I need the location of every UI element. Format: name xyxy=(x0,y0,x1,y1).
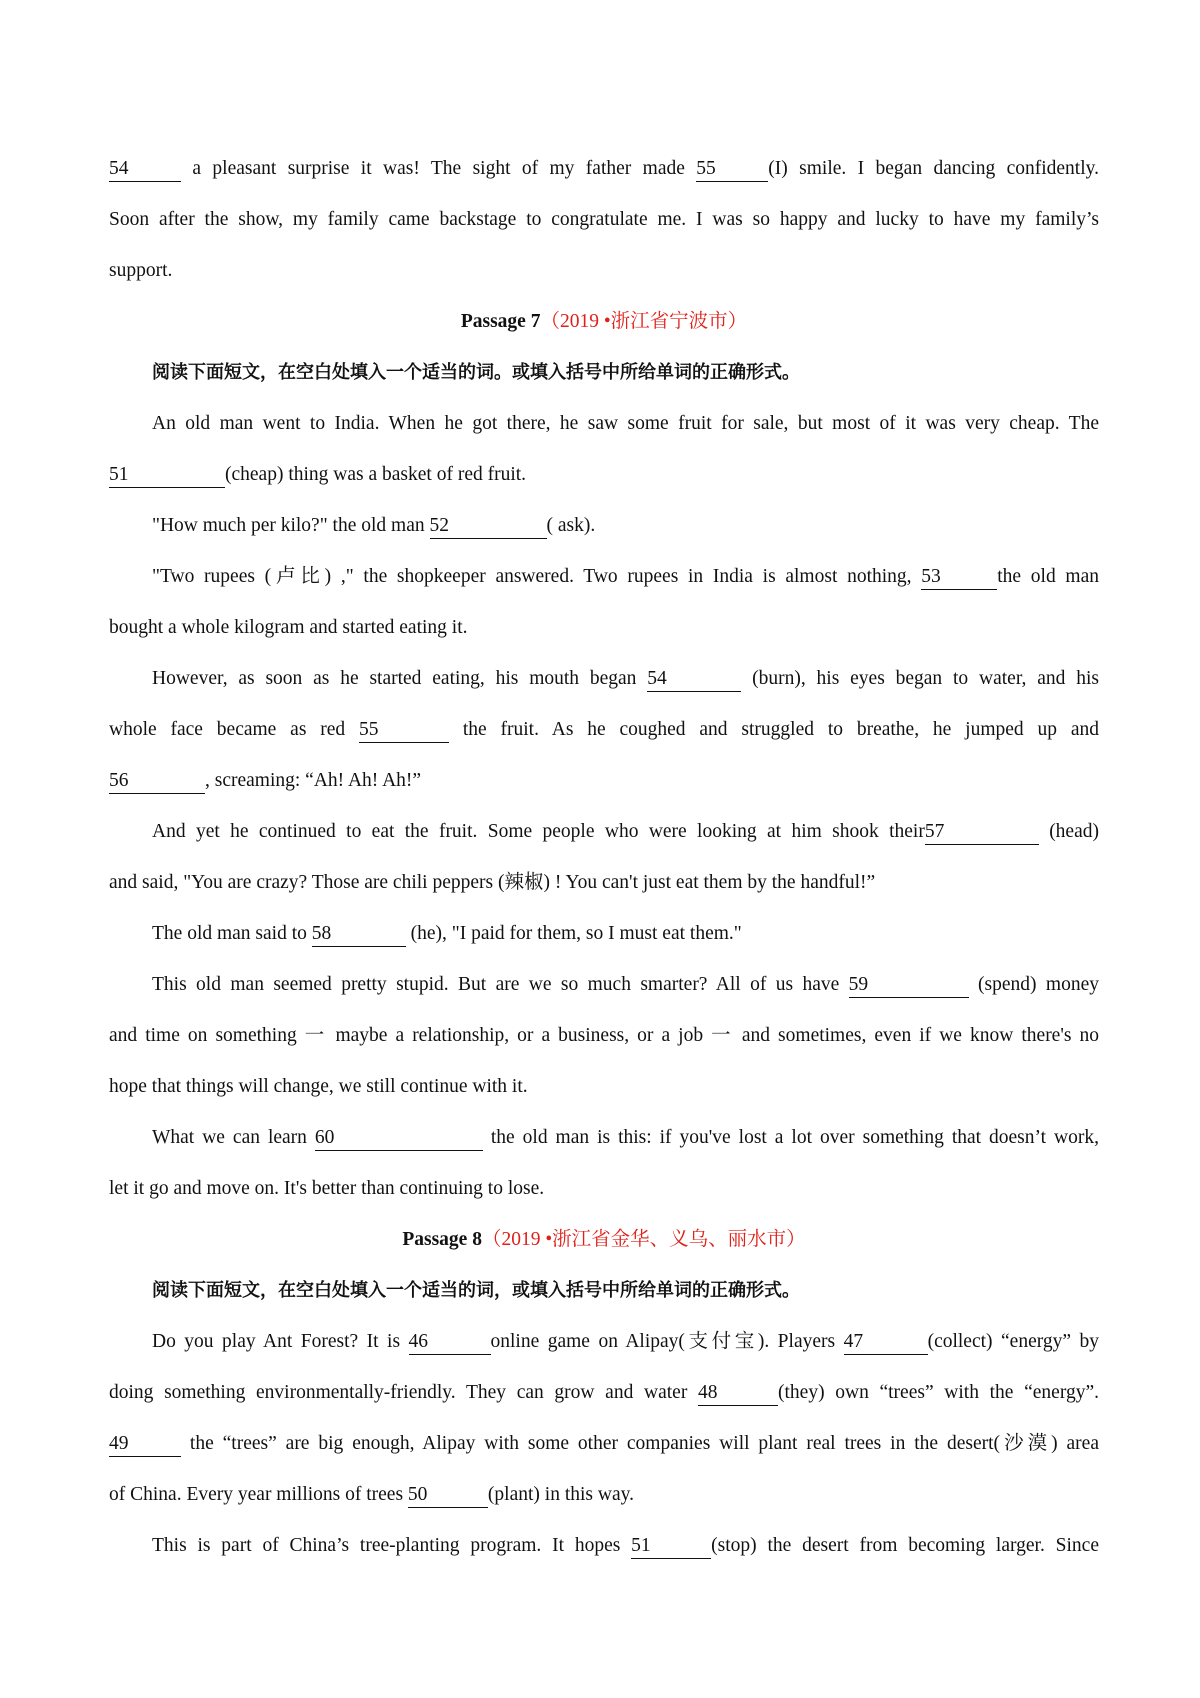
text-line xyxy=(109,506,1099,557)
passage-title: Passage 8 xyxy=(402,1229,482,1250)
text-segment: (spend) money xyxy=(968,974,1099,995)
blank-55[interactable]: 55 xyxy=(696,157,768,182)
blank-54[interactable]: 54 xyxy=(647,667,741,692)
passage-instruction: 阅读下面短文，在空白处填入一个适当的词，或填入括号中所给单词的正确形式。 xyxy=(152,1280,800,1301)
text-segment: "How much per kilo?" the old man xyxy=(152,515,430,536)
text-line: let it go and move on. It's better than continuing to lose. xyxy=(109,1178,545,1199)
text-line: hope that things will change, we still continue with it. xyxy=(109,1076,528,1097)
blank-58[interactable]: 58 xyxy=(312,922,406,947)
passage-7-heading xyxy=(109,302,1099,353)
text-line xyxy=(109,1526,1099,1577)
text-segment: What we can learn xyxy=(152,1127,315,1148)
text-segment: the “trees” are big enough, Alipay with some other companies will plant real trees in the desert(沙漠) area xyxy=(181,1433,1099,1454)
blank-55[interactable]: 55 xyxy=(359,718,449,743)
text-segment: This old man seemed pretty stupid. But are we so much smarter? All of us have xyxy=(152,974,849,995)
text-segment: The old man said to xyxy=(152,923,312,944)
passage-title: Passage 7 xyxy=(460,311,541,332)
passage-source: （2019 •浙江省宁波市） xyxy=(540,311,748,332)
text-line xyxy=(109,1373,1099,1424)
blank-57[interactable]: 57 xyxy=(925,820,1039,845)
text-segment: of China. Every year millions of trees xyxy=(109,1484,408,1505)
text-segment: "Two rupees (卢比) ," the shopkeeper answered. Two rupees in India is almost nothing, xyxy=(152,566,922,587)
text-segment: (he), "I paid for them, so I must eat them." xyxy=(405,923,742,944)
text-segment: However, as soon as he started eating, his mouth began xyxy=(152,668,648,689)
text-segment: Do you play Ant Forest? It is xyxy=(152,1331,409,1352)
text-segment: (I) smile. I began dancing confidently. xyxy=(768,158,1099,179)
text-segment: the old man is this: if you've lost a lot over something that doesn’t work, xyxy=(482,1127,1100,1148)
passage-8-heading xyxy=(109,1220,1099,1271)
text-segment: (burn), his eyes began to water, and his xyxy=(741,668,1099,689)
text-line xyxy=(109,557,1099,608)
blank-51[interactable]: 51 xyxy=(631,1534,711,1559)
text-line: support. xyxy=(109,260,173,281)
blank-50[interactable]: 50 xyxy=(408,1483,488,1508)
passage-instruction: 阅读下面短文，在空白处填入一个适当的词。或填入括号中所给单词的正确形式。 xyxy=(152,362,800,383)
blank-56[interactable]: 56 xyxy=(109,769,205,794)
text-segment: (plant) in this way. xyxy=(487,1484,634,1505)
text-segment: whole face became as red xyxy=(109,719,360,740)
text-line xyxy=(109,149,1099,200)
text-line xyxy=(109,1475,1099,1526)
text-segment: This is part of China’s tree-planting program. It hopes xyxy=(152,1535,632,1556)
text-line xyxy=(109,812,1099,863)
blank-53[interactable]: 53 xyxy=(921,565,997,590)
text-line xyxy=(109,965,1099,1016)
text-line: Soon after the show, my family came backstage to congratulate me. I was so happy and lucky to have my family’s xyxy=(109,209,1099,230)
passage-source: （2019 •浙江省金华、义乌、丽水市） xyxy=(481,1229,806,1250)
text-segment: , screaming: “Ah! Ah! Ah!” xyxy=(205,770,422,791)
blank-52[interactable]: 52 xyxy=(430,514,547,539)
text-segment: (they) own “trees” with the “energy”. xyxy=(778,1382,1100,1403)
text-line xyxy=(109,1118,1099,1169)
blank-51[interactable]: 51 xyxy=(109,463,225,488)
text-line xyxy=(109,914,1099,965)
text-line xyxy=(109,659,1099,710)
text-segment: a pleasant surprise it was! The sight of my father made xyxy=(181,158,697,179)
text-segment: ( ask). xyxy=(546,515,596,536)
blank-47[interactable]: 47 xyxy=(844,1330,928,1355)
text-segment: (cheap) thing was a basket of red fruit. xyxy=(225,464,527,485)
text-segment: online game on Alipay(支付宝). Players xyxy=(490,1331,844,1352)
blank-46[interactable]: 46 xyxy=(409,1330,491,1355)
text-line xyxy=(109,1424,1099,1475)
blank-48[interactable]: 48 xyxy=(698,1381,778,1406)
text-line xyxy=(109,761,1099,812)
text-line: bought a whole kilogram and started eating it. xyxy=(109,617,468,638)
text-line xyxy=(109,710,1099,761)
blank-59[interactable]: 59 xyxy=(849,973,969,998)
text-line xyxy=(109,1322,1099,1373)
text-segment: (head) xyxy=(1038,821,1099,842)
text-segment: the old man xyxy=(997,566,1099,587)
blank-54[interactable]: 54 xyxy=(109,157,181,182)
text-segment: the fruit. As he coughed and struggled to breathe, he jumped up and xyxy=(449,719,1100,740)
text-segment: doing something environmentally-friendly. They can grow and water xyxy=(109,1382,698,1403)
text-segment: (collect) “energy” by xyxy=(927,1331,1100,1352)
text-line: and time on something 一 maybe a relationship, or a business, or a job 一 and sometimes, even if we know there's no xyxy=(109,1025,1099,1046)
text-line: and said, "You are crazy? Those are chili peppers (辣椒) ! You can't just eat them by the handful!” xyxy=(109,872,876,893)
blank-49[interactable]: 49 xyxy=(109,1432,181,1457)
document-content xyxy=(109,149,1099,1577)
text-line xyxy=(109,455,1099,506)
text-segment: And yet he continued to eat the fruit. Some people who were looking at him shook their xyxy=(152,821,925,842)
text-segment: (stop) the desert from becoming larger. Since xyxy=(711,1535,1099,1556)
blank-60[interactable]: 60 xyxy=(315,1126,483,1151)
text-line: An old man went to India. When he got there, he saw some fruit for sale, but most of it was very cheap. The xyxy=(152,413,1099,434)
